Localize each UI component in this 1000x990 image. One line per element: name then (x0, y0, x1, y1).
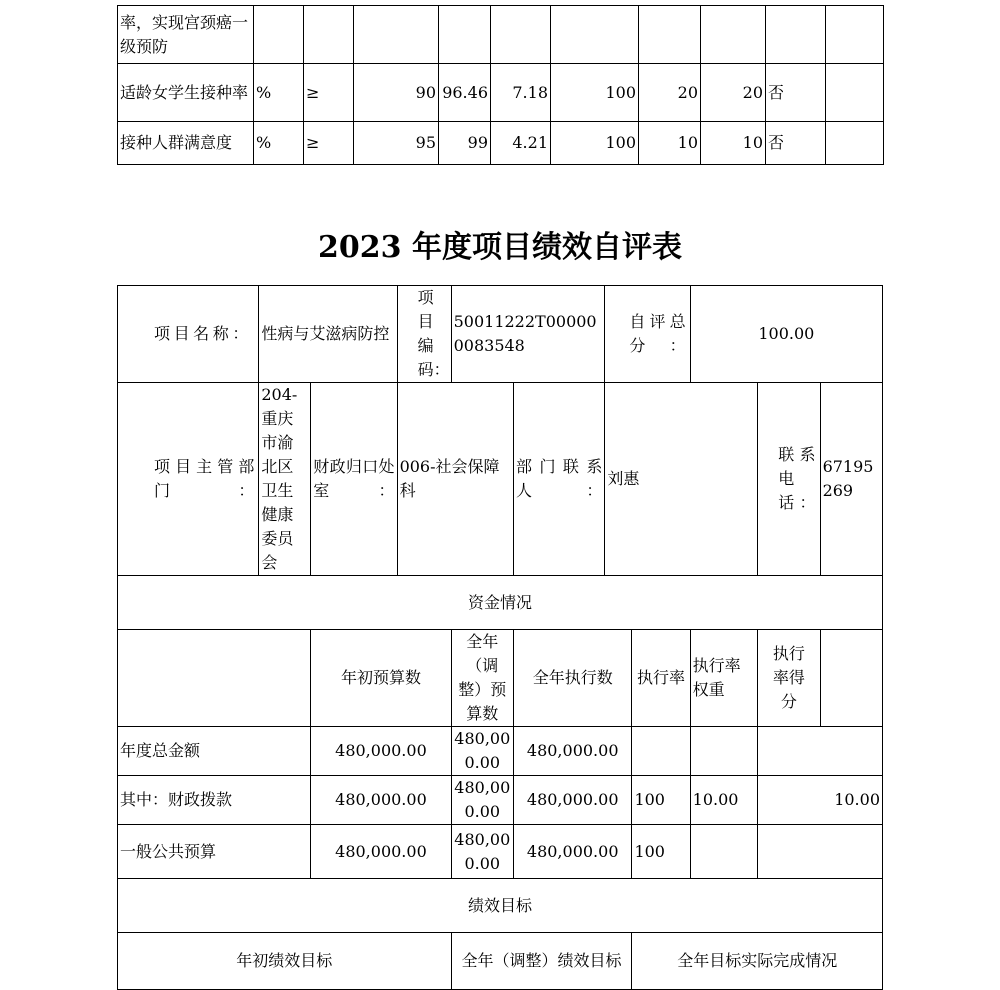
indicator-target (354, 6, 439, 64)
fund-initial: 480,000.00 (311, 825, 451, 879)
fund-adjusted: 480,000.00 (451, 727, 513, 776)
table-row (118, 825, 883, 879)
table-row (118, 727, 883, 776)
finance-label: 财政归口处室： (311, 383, 397, 576)
contact: 刘惠 (605, 383, 758, 576)
indicator-name: 率，实现宫颈癌一级预防 (118, 6, 254, 64)
project-code: 50011222T000000083548 (451, 286, 605, 383)
indicator-v3: 10 (639, 122, 701, 165)
table-row (118, 630, 883, 727)
fund-weight (690, 825, 758, 879)
col-rate: 执行率 (632, 630, 690, 727)
funds-header: 资金情况 (118, 576, 883, 630)
indicator-unit (254, 6, 304, 64)
table-row (118, 576, 883, 630)
indicator-flag: 否 (766, 122, 826, 165)
indicator-actual (439, 6, 491, 64)
indicator-v2: 100 (551, 64, 639, 122)
indicator-v1: 7.18 (491, 64, 551, 122)
project-name: 性病与艾滋病防控 (259, 286, 397, 383)
indicator-op (304, 6, 354, 64)
indicator-op: ≥ (304, 122, 354, 165)
fund-initial: 480,000.00 (311, 776, 451, 825)
indicator-flag: 否 (766, 64, 826, 122)
phone: 67195269 (820, 383, 882, 576)
self-score: 100.00 (690, 286, 882, 383)
page-title: 2023 年度项目绩效自评表 (318, 230, 682, 265)
indicator-note (826, 64, 884, 122)
header-blank (118, 630, 311, 727)
indicator-name: 适龄女学生接种率 (118, 64, 254, 122)
col-executed: 全年执行数 (513, 630, 631, 727)
table-row (118, 879, 883, 933)
fund-rate: 100 (632, 776, 690, 825)
fund-executed: 480,000.00 (513, 776, 631, 825)
fund-row-label: 其中：财政拨款 (118, 776, 311, 825)
fund-score (758, 727, 883, 776)
col-weight: 执行率权重 (690, 630, 758, 727)
fund-score (758, 825, 883, 879)
contact-label: 部门联系人： (513, 383, 604, 576)
col-score: 执行率得分 (758, 630, 820, 727)
indicator-v4 (701, 6, 766, 64)
indicator-unit: % (254, 122, 304, 165)
indicator-v4: 10 (701, 122, 766, 165)
fund-executed: 480,000.00 (513, 825, 631, 879)
fund-rate: 100 (632, 825, 690, 879)
fund-row-label: 年度总金额 (118, 727, 311, 776)
evaluation-table (117, 285, 883, 990)
indicator-note (826, 122, 884, 165)
indicator-note (826, 6, 884, 64)
perf-col-completion: 全年目标实际完成情况 (632, 933, 883, 990)
phone-label: 联系电话： (758, 383, 820, 576)
indicator-v4: 20 (701, 64, 766, 122)
project-code-label: 项目编码： (397, 286, 451, 383)
indicator-v1: 4.21 (491, 122, 551, 165)
table-row (118, 383, 883, 576)
fund-weight: 10.00 (690, 776, 758, 825)
table-row (118, 64, 884, 122)
indicator-v3: 20 (639, 64, 701, 122)
fund-initial: 480,000.00 (311, 727, 451, 776)
indicator-actual: 99 (439, 122, 491, 165)
indicator-target: 95 (354, 122, 439, 165)
indicator-v2 (551, 6, 639, 64)
col-adjusted-budget: 全年（调整）预算数 (451, 630, 513, 727)
col-initial-budget: 年初预算数 (311, 630, 451, 727)
fund-rate (632, 727, 690, 776)
table-row (118, 933, 883, 990)
indicator-target: 90 (354, 64, 439, 122)
table-row (118, 6, 884, 64)
self-score-label: 自评总分： (605, 286, 690, 383)
finance: 006-社会保障科 (397, 383, 513, 576)
indicator-actual: 96.46 (439, 64, 491, 122)
fund-row-label: 一般公共预算 (118, 825, 311, 879)
indicator-v2: 100 (551, 122, 639, 165)
fund-weight (690, 727, 758, 776)
table-row (118, 776, 883, 825)
fund-score: 10.00 (758, 776, 883, 825)
header-blank-end (820, 630, 882, 727)
indicator-flag (766, 6, 826, 64)
indicator-table (117, 5, 884, 165)
table-row (118, 122, 884, 165)
table-row (118, 286, 883, 383)
indicator-name: 接种人群满意度 (118, 122, 254, 165)
indicator-op: ≥ (304, 64, 354, 122)
indicator-v1 (491, 6, 551, 64)
project-name-label: 项目名称： (118, 286, 259, 383)
perf-col-adjusted: 全年（调整）绩效目标 (451, 933, 632, 990)
dept-label: 项目主管部门： (118, 383, 259, 576)
perf-header: 绩效目标 (118, 879, 883, 933)
indicator-v3 (639, 6, 701, 64)
indicator-unit: % (254, 64, 304, 122)
perf-col-initial: 年初绩效目标 (118, 933, 452, 990)
dept: 204-重庆市渝北区卫生健康委员会 (259, 383, 311, 576)
fund-executed: 480,000.00 (513, 727, 631, 776)
fund-adjusted: 480,000.00 (451, 776, 513, 825)
fund-adjusted: 480,000.00 (451, 825, 513, 879)
